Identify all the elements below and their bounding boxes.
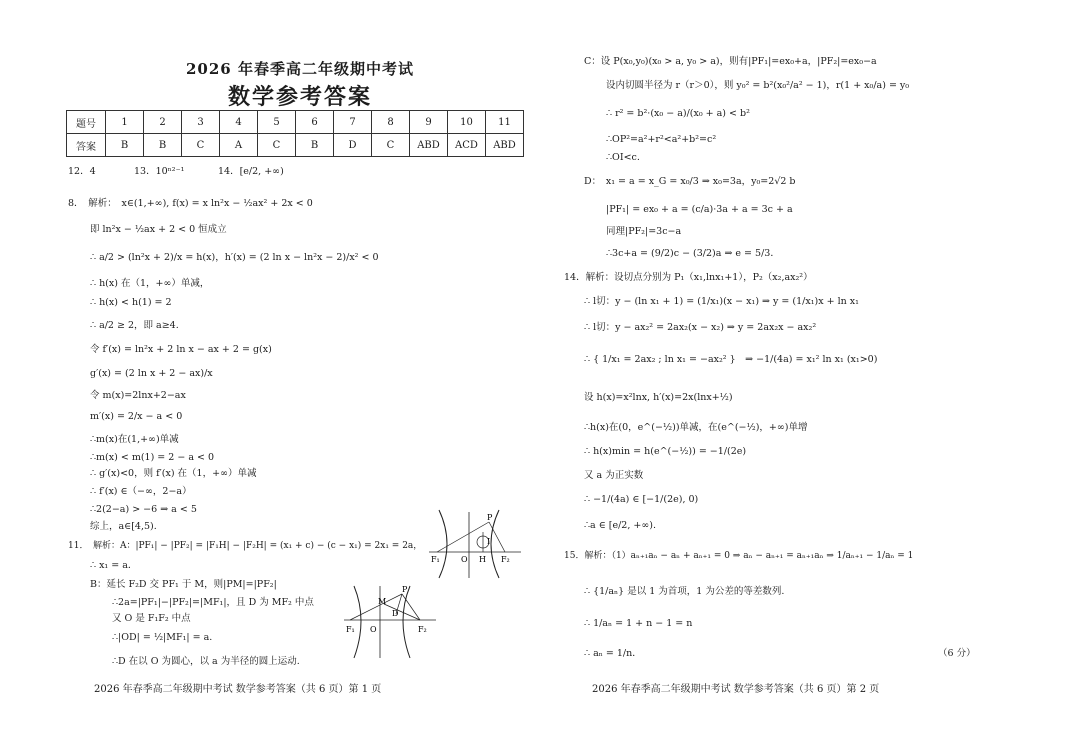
score-note: （6 分） bbox=[938, 648, 976, 659]
solution-line: 设 h(x)=x²lnx, h′(x)=2x(lnx+½) bbox=[584, 392, 733, 403]
label-f2: F₂ bbox=[418, 625, 427, 634]
solution-line: g′(x) = (2 ln x + 2 − ax)/x bbox=[90, 368, 213, 379]
solution-line: ∴h(x)在(0，e^(−½))单减，在(e^(−½)，+∞)单增 bbox=[584, 422, 808, 433]
label-i: I bbox=[487, 537, 491, 546]
answer-cell: B bbox=[106, 134, 144, 157]
answer-cell: C bbox=[372, 134, 410, 157]
answer-cell: B bbox=[144, 134, 182, 157]
hyperbola-figure-2 bbox=[340, 584, 440, 660]
solution-line: 设内切圆半径为 r（r＞0），则 y₀² = b²(x₀²/a² − 1)，r(1 + x₀/a) = y₀ bbox=[606, 80, 910, 91]
solution-line: ∴ h(x) < h(1) = 2 bbox=[90, 297, 172, 308]
solution-line: m′(x) = 2/x − a < 0 bbox=[90, 411, 183, 422]
solution-line: ∴ h(x) 在（1，+∞）单减， bbox=[90, 278, 210, 289]
solution-line: ∴ f′(x) ∈（−∞，2−a） bbox=[90, 486, 192, 497]
question-number: 9 bbox=[410, 111, 448, 134]
label-f1: F₁ bbox=[431, 555, 440, 564]
page-2 bbox=[540, 0, 1080, 748]
solution-line: 同理|PF₂|=3c−a bbox=[606, 226, 682, 237]
solution-line: |PF₁| = ex₀ + a = (c/a)·3a + a = 3c + a bbox=[606, 204, 793, 215]
exam-title: 2026 年春季高二年级期中考试 bbox=[186, 60, 414, 78]
solution-line: 令 m(x)=2lnx+2−ax bbox=[90, 390, 186, 401]
question-number: 2 bbox=[144, 111, 182, 134]
solution-line: 又 a 为正实数 bbox=[584, 470, 644, 481]
page-footer: 2026 年春季高二年级期中考试 数学参考答案（共 6 页）第 2 页 bbox=[592, 684, 880, 695]
answer-q13: 13．10ⁿ²⁻¹ bbox=[134, 166, 185, 177]
solution-line: ∴2a=|PF₁|−|PF₂|=|MF₁|，且 D 为 MF₂ 中点 bbox=[112, 597, 314, 608]
solution-line: 11． 解析：A：|PF₁| − |PF₂| = |F₁H| − |F₂H| = (x₁ + c) − (c − x₁) = 2x₁ = 2a， bbox=[68, 541, 423, 551]
solution-line: ∴ x₁ = a． bbox=[90, 560, 138, 571]
solution-line: ∴D 在以 O 为圆心，以 a 为半径的圆上运动. bbox=[112, 656, 300, 667]
solution-line: C：设 P(x₀,y₀)(x₀ > a, y₀ > a)，则有|PF₁|=ex₀+a，|PF₂|=ex₀−a bbox=[584, 56, 877, 67]
solution-line: B：延长 F₂D 交 PF₁ 于 M，则|PM|=|PF₂| bbox=[90, 579, 277, 590]
solution-line: ∴ aₙ = 1/n． bbox=[584, 648, 642, 659]
solution-line: ∴ −1/(4a) ∈ [−1/(2e), 0) bbox=[584, 494, 699, 505]
question-number: 6 bbox=[296, 111, 334, 134]
answer-q14: 14．[e/2, +∞) bbox=[218, 166, 284, 177]
solution-line: 14．解析：设切点分别为 P₁（x₁,lnx₁+1），P₂（x₂,ax₂²） bbox=[564, 272, 813, 283]
table-row bbox=[67, 111, 524, 134]
solution-line: ∴OI<c. bbox=[606, 152, 640, 163]
solution-line: ∴2(2−a) > −6 ⇒ a < 5 bbox=[90, 504, 197, 515]
answer-cell: A bbox=[220, 134, 258, 157]
solution-line: 综上，a∈[4,5). bbox=[90, 521, 157, 532]
solution-line: ∴ a/2 > (ln²x + 2)/x = h(x)，h′(x) = (2 ln x − ln²x − 2)/x² < 0 bbox=[90, 252, 379, 263]
page-footer: 2026 年春季高二年级期中考试 数学参考答案（共 6 页）第 1 页 bbox=[94, 684, 382, 695]
solution-line: 即 ln²x − ½ax + 2 < 0 恒成立 bbox=[90, 224, 227, 235]
solution-line: ∴ { 1/x₁ = 2ax₂ ; ln x₁ = −ax₂² } ⇒ −1/(4a) = x₁² ln x₁ (x₁>0) bbox=[584, 354, 878, 365]
question-number: 10 bbox=[448, 111, 486, 134]
label-h: H bbox=[479, 555, 486, 564]
header-label: 题号 bbox=[67, 111, 106, 134]
solution-line: ∴m(x)在(1,+∞)单减 bbox=[90, 434, 179, 445]
solution-line: ∴ {1/aₙ} 是以 1 为首项，1 为公差的等差数列. bbox=[584, 586, 785, 597]
answer-cell: ABD bbox=[486, 134, 524, 157]
solution-line: ∴OP²=a²+r²<a²+b²=c² bbox=[606, 134, 717, 145]
answer-cell: B bbox=[296, 134, 334, 157]
solution-line: ∴ a/2 ≥ 2，即 a≥4. bbox=[90, 320, 179, 331]
answer-table bbox=[66, 110, 524, 157]
label-p: P bbox=[402, 585, 408, 594]
answer-cell: C bbox=[258, 134, 296, 157]
answer-cell: ABD bbox=[410, 134, 448, 157]
solution-line: ∴ 1/aₙ = 1 + n − 1 = n bbox=[584, 618, 693, 629]
answer-q12: 12．4 bbox=[68, 166, 96, 177]
answer-label: 答案 bbox=[67, 134, 106, 157]
question-number: 11 bbox=[486, 111, 524, 134]
solution-line: D： x₁ = a = x_G = x₀/3 ⇒ x₀=3a，y₀=2√2 b bbox=[584, 176, 796, 187]
solution-line: ∴a ∈ [e/2, +∞). bbox=[584, 520, 656, 531]
solution-line: ∴ l切：y − ax₂² = 2ax₂(x − x₂) ⇒ y = 2ax₂x − ax₂² bbox=[584, 322, 817, 333]
question-number: 4 bbox=[220, 111, 258, 134]
solution-line: ∴ l切：y − (ln x₁ + 1) = (1/x₁)(x − x₁) ⇒ y = (1/x₁)x + ln x₁ bbox=[584, 296, 859, 307]
question-number: 3 bbox=[182, 111, 220, 134]
solution-line: ∴m(x) < m(1) = 2 − a < 0 bbox=[90, 452, 215, 463]
label-f1: F₁ bbox=[346, 625, 355, 634]
label-d: D bbox=[392, 609, 399, 618]
label-p: P bbox=[487, 513, 493, 522]
solution-line: 令 f′(x) = ln²x + 2 ln x − ax + 2 = g(x) bbox=[90, 344, 272, 355]
label-o: O bbox=[461, 555, 468, 564]
question-number: 5 bbox=[258, 111, 296, 134]
label-m: M bbox=[378, 597, 387, 606]
question-number: 8 bbox=[372, 111, 410, 134]
solution-line: 8． 解析： x∈(1,+∞), f(x) = x ln²x − ½ax² + 2x < 0 bbox=[68, 198, 313, 209]
solution-line: ∴|OD| = ½|MF₁| = a. bbox=[112, 632, 213, 643]
table-row bbox=[67, 134, 524, 157]
answer-cell: C bbox=[182, 134, 220, 157]
answer-cell: D bbox=[334, 134, 372, 157]
solution-line: 15．解析：（1）aₙ₊₁aₙ − aₙ + aₙ₊₁ = 0 ⇒ aₙ − aₙ₊₁ = aₙ₊₁aₙ ⇒ 1/aₙ₊₁ − 1/aₙ = 1 bbox=[564, 551, 914, 561]
hyperbola-figure-1 bbox=[425, 508, 525, 580]
answer-cell: ACD bbox=[448, 134, 486, 157]
solution-line: ∴ g′(x)<0，则 f′(x) 在（1，+∞）单减 bbox=[90, 468, 257, 479]
answer-key-title: 数学参考答案 bbox=[227, 84, 372, 110]
solution-line: ∴ r² = b²·(x₀ − a)/(x₀ + a) < b² bbox=[606, 108, 750, 119]
solution-line: ∴3c+a = (9/2)c − (3/2)a ⇒ e = 5/3． bbox=[606, 248, 780, 259]
label-o: O bbox=[370, 625, 377, 634]
question-number: 1 bbox=[106, 111, 144, 134]
question-number: 7 bbox=[334, 111, 372, 134]
solution-line: ∴ h(x)min = h(e^(−½)) = −1/(2e) bbox=[584, 446, 747, 457]
solution-line: 又 O 是 F₁F₂ 中点 bbox=[112, 613, 191, 624]
label-f2: F₂ bbox=[501, 555, 510, 564]
